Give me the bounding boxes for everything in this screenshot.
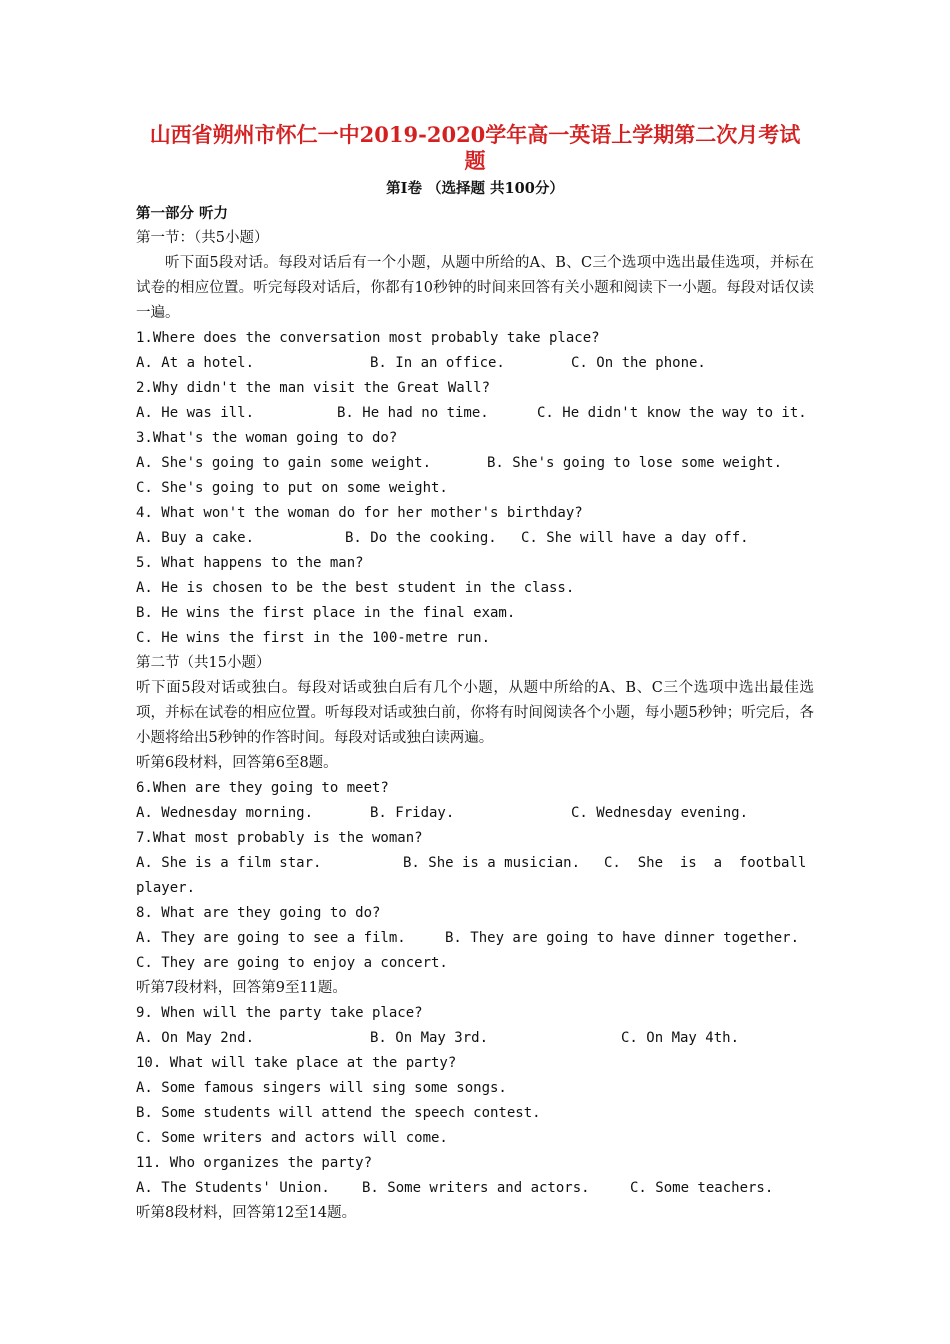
page-title-continued: 题 (464, 148, 486, 173)
material-8-instruction: 听第8段材料，回答第12至14题。 (136, 1205, 357, 1221)
option-c: C. On May 4th. (621, 1030, 740, 1046)
option-b: B. On May 3rd. (370, 1030, 489, 1046)
question-8-option-c: C. They are going to enjoy a concert. (136, 955, 448, 971)
question-2: 2.Why didn't the man visit the Great Wall? (136, 380, 491, 396)
option-c: C. Wednesday evening. (571, 805, 749, 821)
option-b: B. In an office. (370, 355, 505, 371)
option-c: C. He didn't know the way to it. (537, 405, 807, 421)
option-c: C. She will have a day off. (521, 530, 749, 546)
question-8-options (136, 926, 814, 951)
option-b: B. She's going to lose some weight. (487, 455, 783, 471)
option-b: B. Some writers and actors. (362, 1180, 590, 1196)
question-10: 10. What will take place at the party? (136, 1055, 457, 1071)
option-a: A. The Students' Union. (136, 1180, 330, 1196)
question-8: 8. What are they going to do? (136, 905, 381, 921)
question-5-option-c: C. He wins the first in the 100-metre run. (136, 630, 491, 646)
option-a: A. Buy a cake. (136, 530, 255, 546)
option-c: C. Some teachers. (630, 1180, 774, 1196)
question-6-options (136, 801, 814, 826)
option-a: A. At a hotel. (136, 355, 255, 371)
question-5-option-b: B. He wins the first place in the final exam. (136, 605, 516, 621)
question-11-options (136, 1176, 814, 1201)
question-10-option-c: C. Some writers and actors will come. (136, 1130, 448, 1146)
section2-heading: 第二节（共15小题） (136, 655, 271, 671)
question-4: 4. What won't the woman do for her mother's birthday? (136, 505, 583, 521)
exam-page (136, 122, 814, 1226)
question-7: 7.What most probably is the woman? (136, 830, 423, 846)
question-11: 11. Who organizes the party? (136, 1155, 373, 1171)
question-5: 5. What happens to the man? (136, 555, 364, 571)
option-a: A. On May 2nd. (136, 1030, 255, 1046)
question-6: 6.When are they going to meet? (136, 780, 389, 796)
question-10-option-a: A. Some famous singers will sing some songs. (136, 1080, 507, 1096)
question-3-options (136, 451, 814, 476)
question-1: 1.Where does the conversation most probably take place? (136, 330, 600, 346)
question-7-options (136, 851, 814, 876)
part1-heading: 第一部分 听力 (136, 205, 229, 222)
option-c: C. On the phone. (571, 355, 706, 371)
option-b: B. He had no time. (337, 405, 489, 421)
option-a: A. She's going to gain some weight. (136, 455, 432, 471)
option-a: A. She is a film star. (136, 855, 322, 871)
option-a: A. He was ill. (136, 405, 255, 421)
page-title: 山西省朔州市怀仁一中2019-2020学年高一英语上学期第二次月考试 (149, 122, 801, 147)
question-10-option-b: B. Some students will attend the speech contest. (136, 1105, 541, 1121)
option-b: B. She is a musician. (403, 855, 581, 871)
question-5-option-a: A. He is chosen to be the best student in the class. (136, 580, 575, 596)
section2-instructions: 听下面5段对话或独白。每段对话或独白后有几个小题，从题中所给的A、B、C三个选项中选出最佳选项，并标在试卷的相应位置。听每段对话或独白前，你将有时间阅读各个小题，每小题5秒钟；听完后，各小题将给出5秒钟的作答时间。每段对话或独白读两遍。 (136, 680, 814, 746)
option-b: B. Do the cooking. (345, 530, 497, 546)
question-1-options (136, 351, 814, 376)
option-a: A. Wednesday morning. (136, 805, 314, 821)
section1-instructions: 听下面5段对话。每段对话后有一个小题，从题中所给的A、B、C三个选项中选出最佳选项，并标在试卷的相应位置。听完每段对话后，你都有10秒钟的时间来回答有关小题和阅读下一小题。每段对话仅读一遍。 (136, 255, 814, 321)
question-9-options (136, 1026, 814, 1051)
paper-subtitle: 第Ⅰ卷 （选择题 共100分） (386, 180, 564, 197)
option-a: A. They are going to see a film. (136, 930, 406, 946)
option-c: C. She is a football (604, 855, 807, 871)
question-7-option-c-continued: player. (136, 880, 196, 896)
option-b: B. Friday. (370, 805, 455, 821)
question-4-options (136, 526, 814, 551)
section1-heading: 第一节：（共5小题） (136, 230, 269, 246)
question-9: 9. When will the party take place? (136, 1005, 423, 1021)
question-3: 3.What's the woman going to do? (136, 430, 398, 446)
material-6-instruction: 听第6段材料，回答第6至8题。 (136, 755, 338, 771)
option-b: B. They are going to have dinner together. (445, 930, 800, 946)
material-7-instruction: 听第7段材料，回答第9至11题。 (136, 980, 347, 996)
question-3-option-c: C. She's going to put on some weight. (136, 480, 448, 496)
question-2-options (136, 401, 814, 426)
